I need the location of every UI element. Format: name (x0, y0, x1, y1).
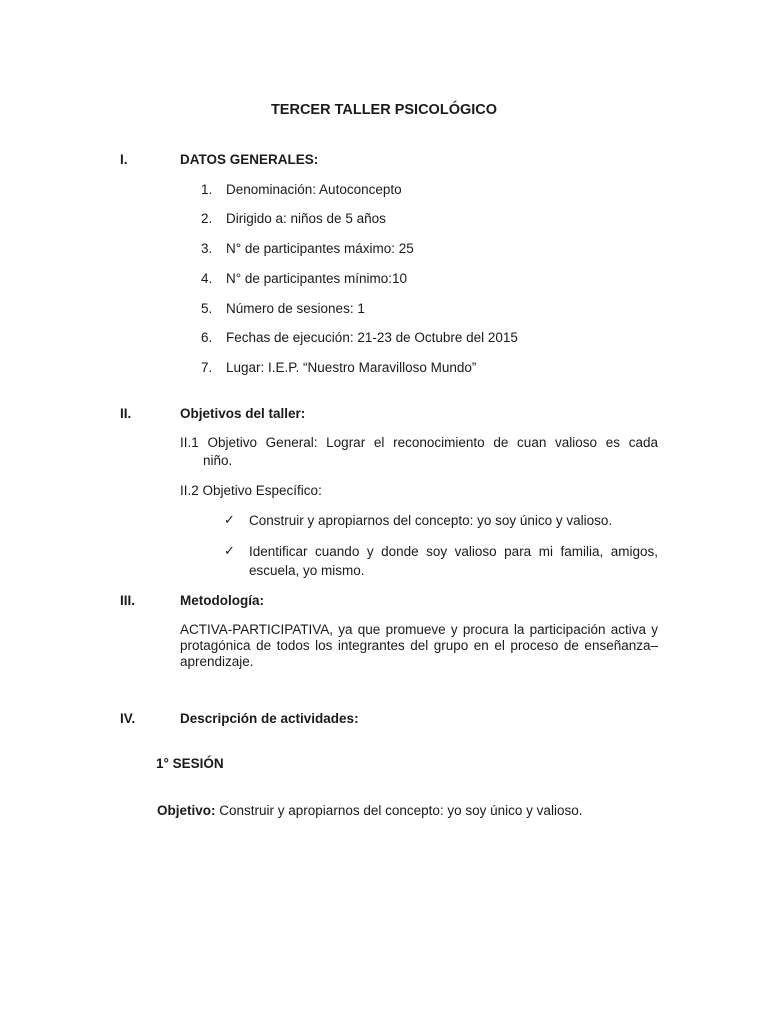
specific-objective-heading: II.2 Objetivo Específico: (180, 483, 322, 498)
objective-label: Objetivo: (157, 803, 216, 818)
section-1-title: DATOS GENERALES: (180, 152, 319, 167)
checkmark-icon: ✓ (224, 543, 235, 558)
section-3-title: Metodología: (180, 593, 264, 608)
list-item-number: 6. (201, 330, 213, 345)
list-item-text: Lugar: I.E.P. “Nuestro Maravilloso Mundo” (226, 360, 477, 375)
list-item-number: 1. (201, 182, 213, 197)
list-item-number: 7. (201, 360, 213, 375)
checkmark-icon: ✓ (224, 512, 235, 527)
section-2-title: Objetivos del taller: (180, 406, 306, 421)
section-1-number: I. (120, 152, 128, 167)
section-4-number: IV. (120, 711, 136, 726)
list-item-text: Denominación: Autoconcepto (226, 182, 402, 197)
list-item-text: Dirigido a: niños de 5 años (226, 211, 386, 226)
section-4-title: Descripción de actividades: (180, 711, 359, 726)
specific-objective-item: Identificar cuando y donde soy valioso para mi familia, amigos, escuela, yo mismo. (249, 544, 658, 578)
session-objective (157, 803, 582, 818)
general-objective-continuation: niño. (203, 453, 233, 468)
list-item-text: N° de participantes mínimo:10 (226, 271, 407, 286)
document-title: TERCER TALLER PSICOLÓGICO (270, 102, 498, 118)
list-item-text: Número de sesiones: 1 (226, 301, 365, 316)
list-item-text: Fechas de ejecución: 21-23 de Octubre del 2015 (226, 330, 518, 345)
list-item-number: 3. (201, 241, 213, 256)
session-heading: 1° SESIÓN (156, 756, 224, 771)
list-item-number: 2. (201, 211, 213, 226)
section-2-number: II. (120, 406, 132, 421)
list-item-text: N° de participantes máximo: 25 (226, 241, 414, 256)
objective-text: Construir y apropiarnos del concepto: yo soy único y valioso. (215, 803, 583, 818)
methodology-paragraph: ACTIVA-PARTICIPATIVA, ya que promueve y procura la participación activa y protagónica de todos los integrantes del grupo en el proceso de enseñanza–aprendizaje. (180, 622, 658, 669)
list-item-number: 5. (201, 301, 213, 316)
general-objective-line: II.1 Objetivo General: Lograr el reconocimiento de cuan valioso es cada (180, 435, 658, 450)
specific-objective-item: Construir y apropiarnos del concepto: yo soy único y valioso. (249, 513, 613, 528)
section-3-number: III. (120, 593, 136, 608)
list-item-number: 4. (201, 271, 213, 286)
